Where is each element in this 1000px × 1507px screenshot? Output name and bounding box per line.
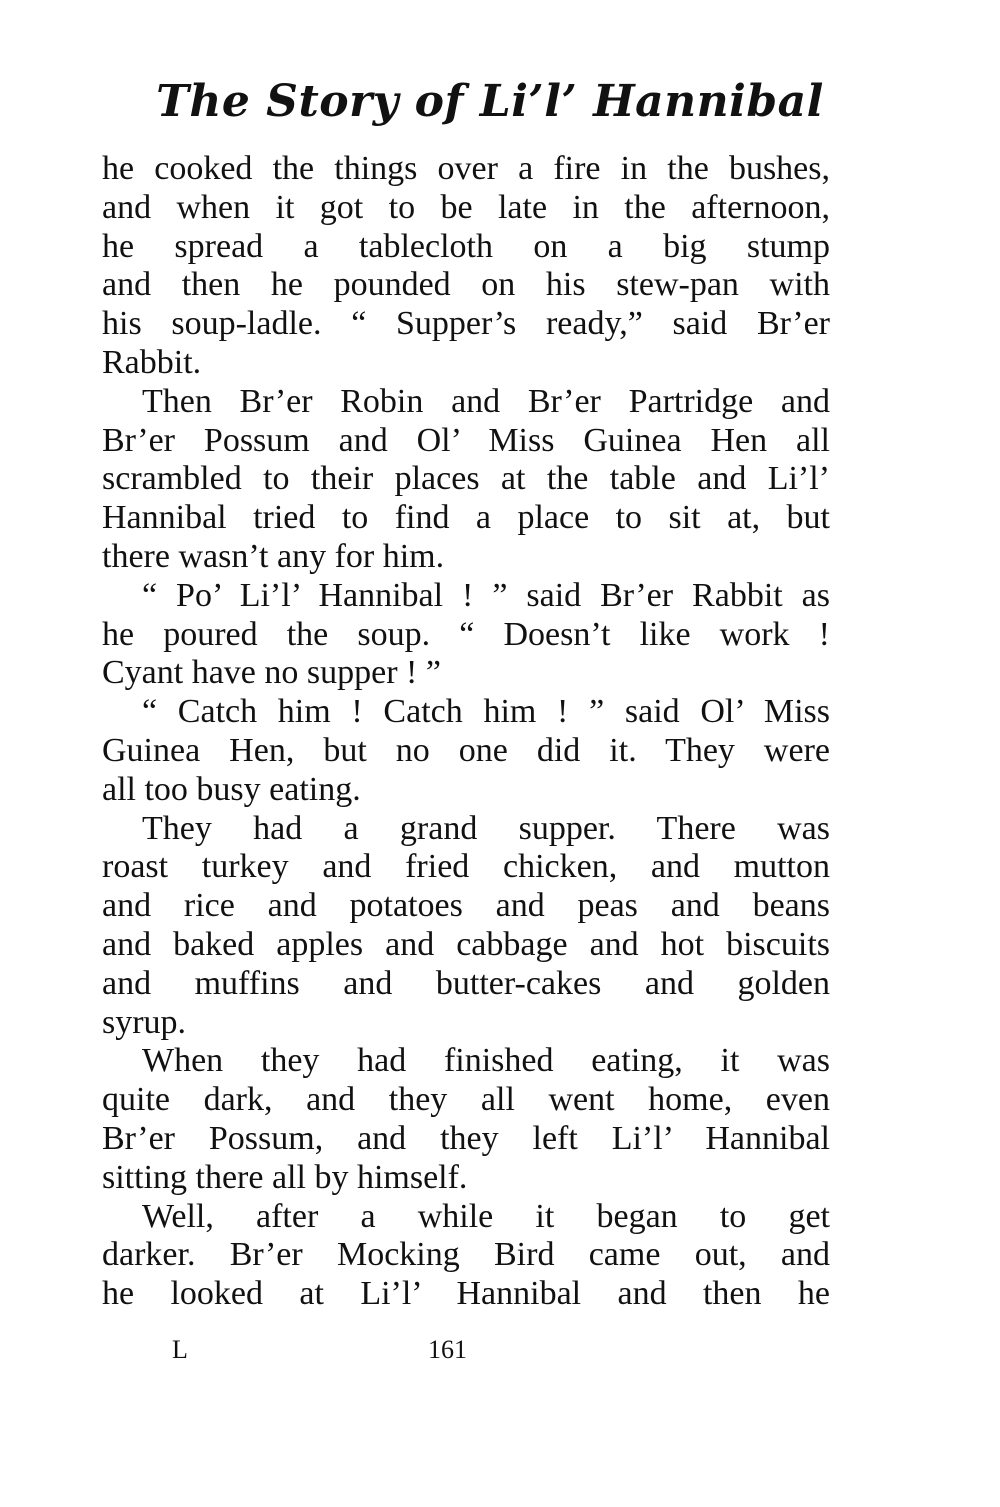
signature-mark: L — [172, 1335, 188, 1364]
text-line: quite dark, and they all went home, even — [102, 1081, 830, 1119]
text-line: “ Po’ Li’l’ Hannibal ! ” said Br’er Rabbit as — [142, 576, 830, 614]
text-line: his soup-ladle. “ Supper’s ready,” said Br’er — [102, 305, 830, 343]
text-line: They had a grand supper. There was — [142, 809, 830, 847]
text-line: Br’er Possum and Ol’ Miss Guinea Hen all — [102, 421, 830, 459]
text-line: Then Br’er Robin and Br’er Partridge and — [142, 382, 830, 420]
text-line: When they had finished eating, it was — [142, 1042, 830, 1080]
text-line: syrup. — [102, 1003, 187, 1041]
text-line: sitting there all by himself. — [102, 1158, 468, 1196]
page-body-text — [102, 150, 830, 1314]
text-line: he cooked the things over a fire in the bushes, — [102, 150, 830, 187]
text-line: and then he pounded on his stew-pan with — [102, 266, 830, 304]
text-line: and baked apples and cabbage and hot biscuits — [102, 925, 830, 963]
text-line: scrambled to their places at the table and Li’l’ — [102, 460, 830, 498]
text-line: Guinea Hen, but no one did it. They were — [102, 731, 830, 769]
page-number: 161 — [428, 1335, 467, 1364]
text-line: there wasn’t any for him. — [102, 537, 445, 575]
text-line: he spread a tablecloth on a big stump — [102, 227, 830, 265]
text-line: he poured the soup. “ Doesn’t like work ! — [102, 615, 830, 653]
text-line: he looked at Li’l’ Hannibal and then he — [102, 1275, 830, 1313]
running-title: The Story of Li’l’ Hannibal — [156, 76, 824, 127]
text-line: Rabbit. — [102, 343, 202, 381]
text-line: all too busy eating. — [102, 770, 361, 808]
text-line: and muffins and butter-cakes and golden — [102, 964, 830, 1002]
text-line: Cyant have no supper ! ” — [102, 654, 441, 692]
text-line: darker. Br’er Mocking Bird came out, and — [102, 1236, 830, 1274]
text-line: Hannibal tried to find a place to sit at, but — [102, 499, 830, 537]
text-line: Br’er Possum, and they left Li’l’ Hannibal — [102, 1119, 830, 1157]
text-line: “ Catch him ! Catch him ! ” said Ol’ Miss — [142, 693, 830, 731]
text-line: Well, after a while it began to get — [142, 1197, 830, 1235]
text-line: roast turkey and fried chicken, and mutton — [102, 848, 830, 886]
text-line: and rice and potatoes and peas and beans — [102, 887, 830, 925]
text-line: and when it got to be late in the afternoon, — [102, 188, 830, 226]
page-footer — [0, 1335, 1000, 1375]
